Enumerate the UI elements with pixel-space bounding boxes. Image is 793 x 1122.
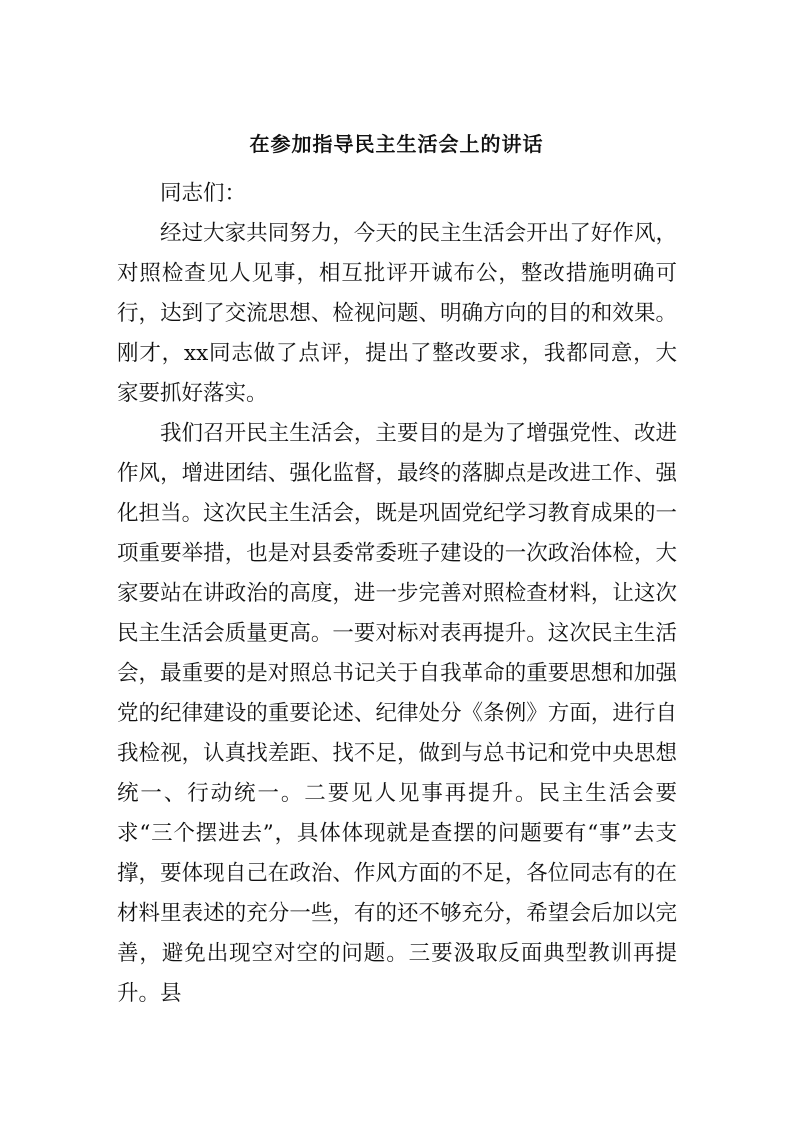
document-title: 在参加指导民主生活会上的讲话	[249, 132, 544, 156]
document-body	[117, 174, 677, 1014]
paragraph: 经过大家共同努力，今天的民主生活会开出了好作风，对照检查见人见事，相互批评开诚布公，整改措施明确可行，达到了交流思想、检视问题、明确方向的目的和效果。刚才，xx同志做了点评，提出了整改要求，我都同意，大家要抓好落实。	[117, 221, 677, 406]
paragraph: 我们召开民主生活会，主要目的是为了增强党性、改进作风，增进团结、强化监督，最终的落脚点是改进工作、强化担当。这次民主生活会，既是巩固党纪学习教育成果的一项重要举措，也是对县委常委班子建设的一次政治体检，大家要站在讲政治的高度，进一步完善对照检查材料，让这次民主生活会质量更高。一要对标对表再提升。这次民主生活会，最重要的是对照总书记关于自我革命的重要思想和加强党的纪律建设的重要论述、纪律处分《条例》方面，进行自我检视，认真找差距、找不足，做到与总书记和党中央思想统一、行动统一。二要见人见事再提升。民主生活会要求“三个摆进去”，具体体现就是查摆的问题要有“事”去支撑，要体现自己在政治、作风方面的不足，各位同志有的在材料里表述的充分一些，有的还不够充分，希望会后加以完善，避免出现空对空的问题。三要汲取反面典型教训再提升。县	[117, 421, 677, 1006]
salutation: 同志们：	[160, 181, 247, 206]
